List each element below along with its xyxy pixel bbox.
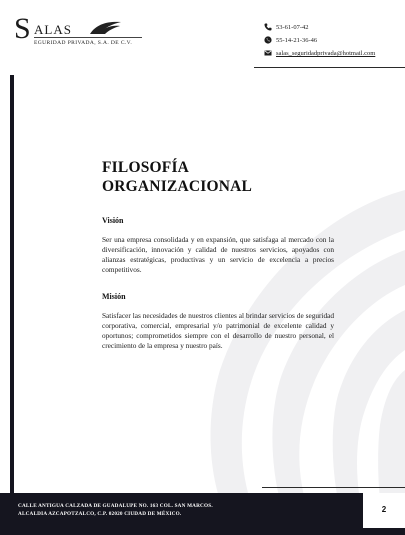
- whatsapp-number: 55-14-21-36-46: [276, 37, 318, 44]
- contact-whatsapp: [264, 35, 404, 47]
- logo-initial: S: [14, 12, 31, 45]
- mission-text: Satisfacer las necesidades de nuestros clientes al brindar servicios de seguridad corporativa, comercial, empresarial y/o patrimonial de excelente calidad y oportunos; comprometidos siempre con el desarrollo de nuestro personal, el crecimiento de la empresa y nuestro país.: [102, 311, 334, 350]
- document-content: [102, 158, 334, 351]
- header-rule: [254, 67, 405, 68]
- mission-heading: Misión: [102, 292, 126, 301]
- footer-rule: [262, 487, 405, 488]
- title-line-2: ORGANIZACIONAL: [102, 178, 253, 195]
- left-accent-bar: [10, 75, 14, 495]
- logo-divider: [34, 37, 142, 38]
- address-line-1: CALLE ANTIGUA CALZADA DE GUADALUPE NO. 163 COL. SAN MARCOS.: [18, 503, 213, 509]
- contact-email[interactable]: [264, 48, 404, 60]
- phone-number: 53-61-07-42: [276, 24, 309, 31]
- vision-heading: Visión: [102, 216, 124, 225]
- email-link[interactable]: salas_seguridadprivada@hotmail.com: [276, 50, 376, 57]
- logo-name: ALAS: [34, 22, 72, 37]
- page-footer: [0, 493, 405, 535]
- page-number-box: [363, 493, 405, 528]
- wing-logo-icon: [88, 20, 122, 36]
- contact-phone: [264, 22, 404, 34]
- email-icon: [264, 49, 272, 57]
- company-logo: [14, 12, 164, 58]
- phone-icon: [264, 23, 272, 31]
- address-line-2: ALCALDIA AZCAPOTZALCO, C.P. 02020 CIUDAD DE MÉXICO.: [18, 511, 182, 517]
- logo-subtitle: EGURIDAD PRIVADA, S.A. DE C.V.: [34, 40, 133, 46]
- whatsapp-icon: [264, 36, 272, 44]
- footer-address: [18, 502, 213, 518]
- page-number: 2: [381, 505, 387, 514]
- page-title: [102, 158, 334, 196]
- vision-text: Ser una empresa consolidada y en expansión, que satisfaga al mercado con la diversificación, innovación y calidad de nuestros servicios, apoyados con alianzas estratégicas, productivas y un servicio de excelencia a precios competitivos.: [102, 235, 334, 274]
- contact-info: [264, 22, 404, 61]
- title-line-1: FILOSOFÍA: [102, 159, 190, 176]
